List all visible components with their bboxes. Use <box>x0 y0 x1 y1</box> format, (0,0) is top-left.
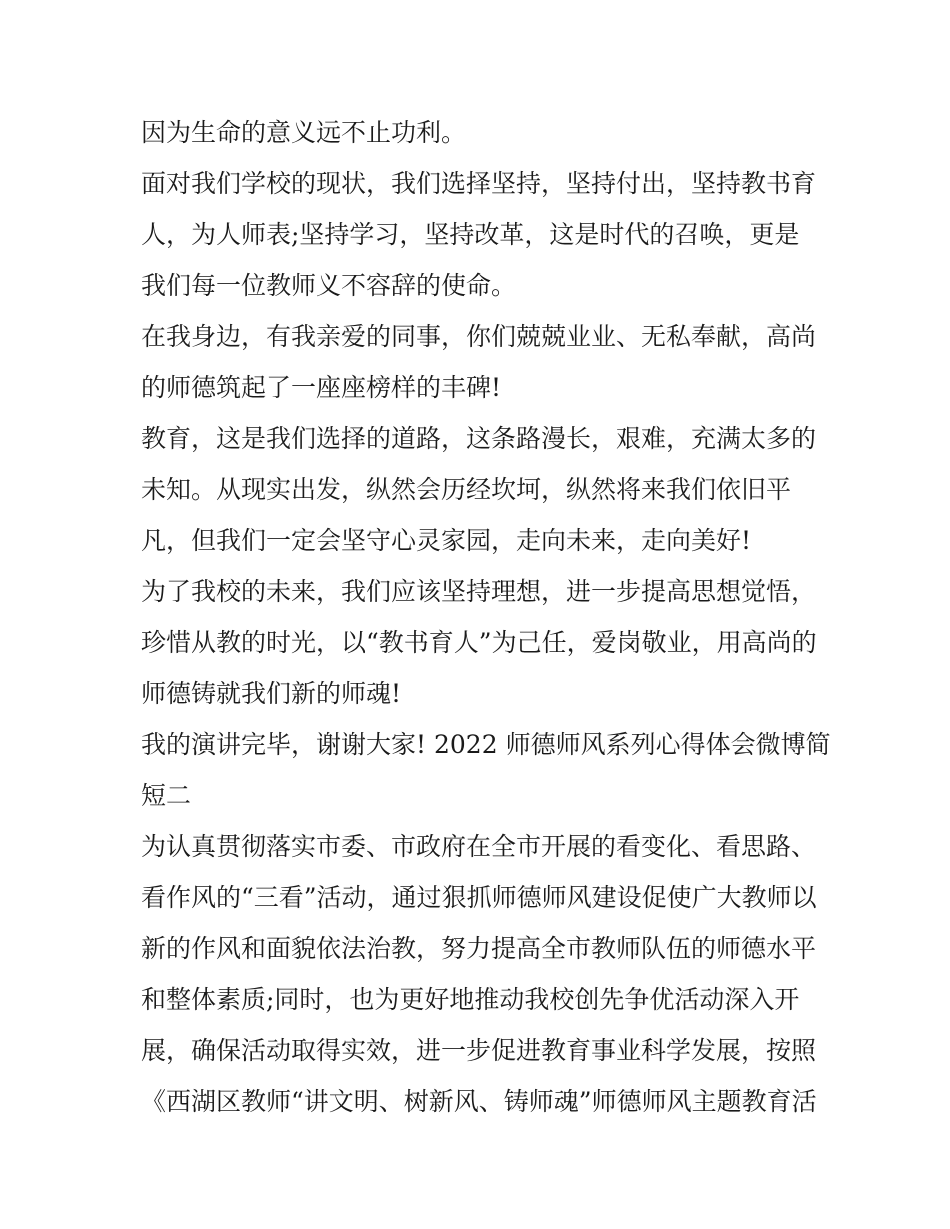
text-line: 未知。从现实出发，纵然会历经坎坷，纵然将来我们依旧平 <box>141 475 792 504</box>
text-line: 教育，这是我们选择的道路，这条路漫长，艰难，充满太多的 <box>141 424 817 453</box>
text-line: 看作风的“三看”活动，通过狠抓师德师风建设促使广大教师以 <box>141 883 817 912</box>
text-line: 为认真贯彻落实市委、市政府在全市开展的看变化、看思路、 <box>141 832 817 861</box>
text-line: 《西湖区教师“讲文明、树新风、铸师魂”师德师风主题教育活 <box>141 1087 817 1116</box>
text-line: 我的演讲完毕，谢谢大家! 2022 师德师风系列心得体会微博简 <box>141 730 831 759</box>
text-line: 珍惜从教的时光，以“教书育人”为己任，爱岗敬业，用高尚的 <box>141 628 817 657</box>
text-line: 在我身边，有我亲爱的同事，你们兢兢业业、无私奉献，高尚 <box>141 322 817 351</box>
text-line: 为了我校的未来，我们应该坚持理想，进一步提高思想觉悟， <box>141 577 817 606</box>
text-line: 人，为人师表;坚持学习，坚持改革，这是时代的召唤，更是 <box>141 220 800 249</box>
text-line: 短二 <box>141 781 192 810</box>
text-line: 我们每一位教师义不容辞的使命。 <box>141 271 517 300</box>
text-line: 的师德筑起了一座座榜样的丰碑! <box>141 373 502 402</box>
text-line: 展，确保活动取得实效，进一步促进教育事业科学发展，按照 <box>141 1036 817 1065</box>
text-line: 新的作风和面貌依法治教，努力提高全市教师队伍的师德水平 <box>141 934 817 963</box>
body-text <box>141 107 831 1127</box>
text-line: 师德铸就我们新的师魂! <box>141 679 402 708</box>
text-line: 面对我们学校的现状，我们选择坚持，坚持付出，坚持教书育 <box>141 169 817 198</box>
text-line: 和整体素质;同时，也为更好地推动我校创先争优活动深入开 <box>141 985 800 1014</box>
text-line: 因为生命的意义远不止功利。 <box>141 118 467 147</box>
text-line: 凡，但我们一定会坚守心灵家园，走向未来，走向美好! <box>141 526 752 555</box>
